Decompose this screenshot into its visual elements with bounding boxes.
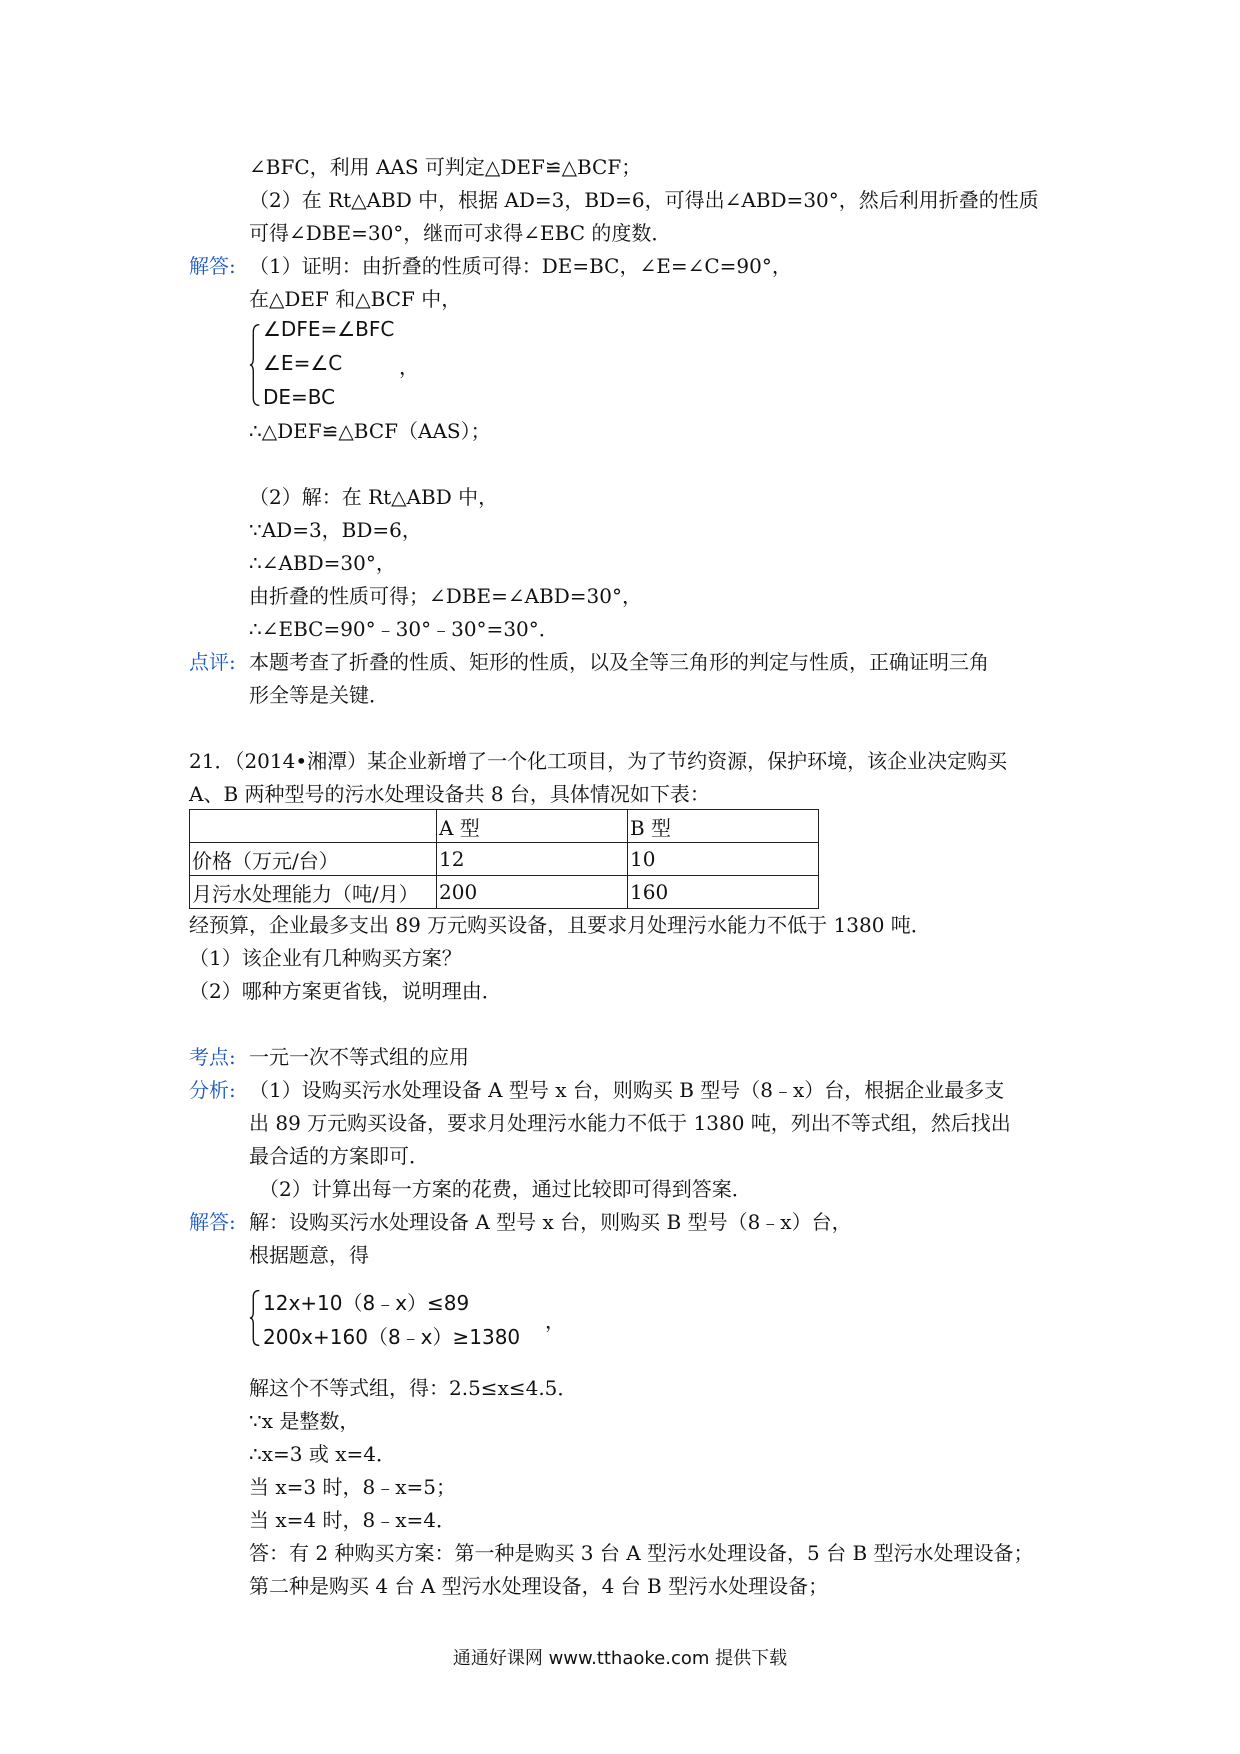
table-cell: 12 xyxy=(437,843,628,876)
text-line: 第二种是购买 4 台 A 型污水处理设备，4 台 B 型污水处理设备； xyxy=(249,1574,829,1598)
page-footer: 通通好课网 www.tthaoke.com 提供下载 xyxy=(452,1648,788,1669)
table-row xyxy=(190,876,819,909)
text-line: 答：有 2 种购买方案：第一种是购买 3 台 A 型污水处理设备，5 台 B 型污水处理设备； xyxy=(249,1541,1034,1565)
text-line: 在△DEF 和△BCF 中， xyxy=(249,287,462,311)
equation-comma: ， xyxy=(399,355,419,379)
table-cell: B 型 xyxy=(628,810,819,843)
analysis-label: 分析: xyxy=(189,1078,236,1102)
text-line: ∴△DEF≌△BCF（AAS）； xyxy=(249,419,491,443)
text-line: ∴∠ABD=30°， xyxy=(249,551,396,575)
equation-row: ∠E=∠C xyxy=(263,351,343,375)
text-line: 可得∠DBE=30°，继而可求得∠EBC 的度数． xyxy=(249,221,672,245)
text-line: （2）解：在 Rt△ABD 中， xyxy=(249,485,499,509)
text-line: （2）计算出每一方案的花费，通过比较即可得到答案． xyxy=(259,1177,752,1201)
text-line: 由折叠的性质可得；∠DBE=∠ABD=30°， xyxy=(249,584,642,608)
text-line: 本题考查了折叠的性质、矩形的性质，以及全等三角形的判定与性质，正确证明三角 xyxy=(249,650,989,674)
text-line: 根据题意，得 xyxy=(249,1243,369,1267)
text-line: 出 89 万元购买设备，要求月处理污水能力不低于 1380 吨，列出不等式组，然后找出 xyxy=(249,1111,1011,1135)
text-line: ∴x=3 或 x=4． xyxy=(249,1442,396,1466)
text-line: 当 x=4 时，8﹣x=4． xyxy=(249,1508,456,1532)
table-cell: 月污水处理能力（吨/月） xyxy=(190,876,437,909)
left-brace-icon xyxy=(249,315,261,415)
text-line: 经预算，企业最多支出 89 万元购买设备，且要求月处理污水能力不低于 1380 吨． xyxy=(189,913,931,937)
equation-row: DE=BC xyxy=(263,385,336,409)
text-line: 解：设购买污水处理设备 A 型号 x 台，则购买 B 型号（8﹣x）台， xyxy=(249,1210,852,1234)
table-cell: 10 xyxy=(628,843,819,876)
text-line: 最合适的方案即可． xyxy=(249,1144,429,1168)
table-cell xyxy=(190,810,437,843)
text-line: 一元一次不等式组的应用 xyxy=(249,1045,469,1069)
table-cell: 160 xyxy=(628,876,819,909)
table-cell: 价格（万元/台） xyxy=(190,843,437,876)
text-line: （2）在 Rt△ABD 中，根据 AD=3，BD=6，可得出∠ABD=30°，然后利用折叠的性质 xyxy=(249,188,1039,212)
text-line: A、B 两种型号的污水处理设备共 8 台，具体情况如下表： xyxy=(189,782,710,806)
equipment-table xyxy=(189,809,819,909)
text-line: （2）哪种方案更省钱，说明理由． xyxy=(189,979,502,1003)
question-title: 21．（2014•湘潭）某企业新增了一个化工项目，为了节约资源，保护环境，该企业决定购买 xyxy=(189,749,1008,773)
inequality-system xyxy=(249,1283,569,1353)
text-line: ∠BFC，利用 AAS 可判定△DEF≌△BCF； xyxy=(249,155,642,179)
table-cell: A 型 xyxy=(437,810,628,843)
answer-label: 解答: xyxy=(189,254,236,278)
text-line: ∴∠EBC=90°﹣30°﹣30°=30°． xyxy=(249,617,559,641)
left-brace-icon xyxy=(249,1283,261,1353)
equation-row: ∠DFE=∠BFC xyxy=(263,317,395,341)
topic-label: 考点: xyxy=(189,1045,236,1069)
table-row xyxy=(190,843,819,876)
answer-label: 解答: xyxy=(189,1210,236,1234)
inequality-row: 12x+10（8﹣x）≤89 xyxy=(263,1291,470,1315)
text-line: 形全等是关键． xyxy=(249,683,389,707)
comment-label: 点评: xyxy=(189,650,236,674)
text-line: 当 x=3 时，8﹣x=5； xyxy=(249,1475,456,1499)
equation-comma: ， xyxy=(545,1309,565,1333)
inequality-row: 200x+160（8﹣x）≥1380 xyxy=(263,1325,521,1349)
text-line: ∵x 是整数， xyxy=(249,1409,360,1433)
text-line: （1）设购买污水处理设备 A 型号 x 台，则购买 B 型号（8﹣x）台，根据企业最多支 xyxy=(249,1078,1005,1102)
equation-system xyxy=(249,315,449,415)
text-line: ∵AD=3，BD=6， xyxy=(249,518,422,542)
table-cell: 200 xyxy=(437,876,628,909)
text-line: （1）证明：由折叠的性质可得：DE=BC，∠E=∠C=90°， xyxy=(249,254,792,278)
text-line: 解这个不等式组，得：2.5≤x≤4.5． xyxy=(249,1376,578,1400)
table-row xyxy=(190,810,819,843)
text-line: （1）该企业有几种购买方案？ xyxy=(189,946,462,970)
